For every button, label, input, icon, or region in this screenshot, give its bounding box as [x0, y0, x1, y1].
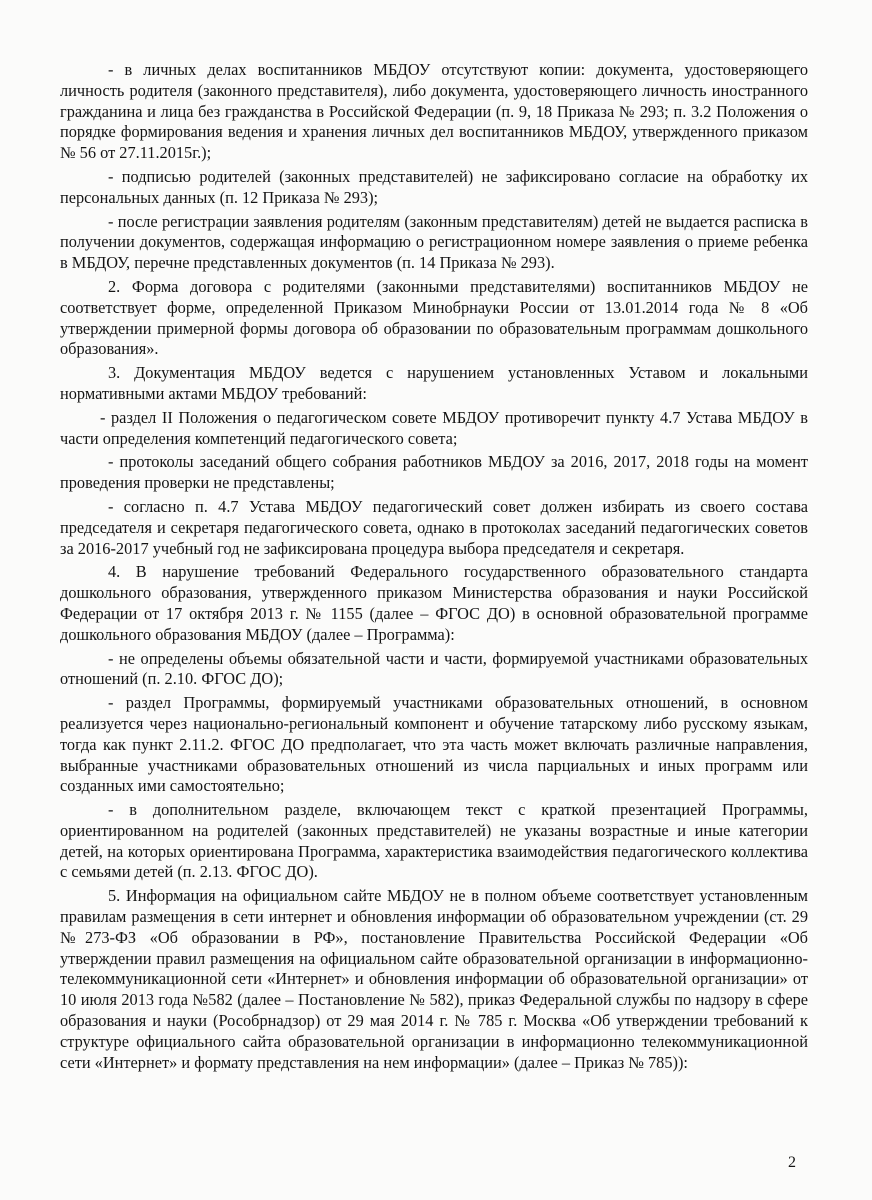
document-page	[60, 60, 808, 1073]
paragraph-item-5-website: 5. Информация на официальном сайте МБДОУ не в полном объеме соответствует установленным правилам размещения в сети интернет и обновления информации об образовательном учреждении (ст. 29 №273-ФЗ «Об образовании в РФ», постановление Правительства Российской Федерации «Об утверждении правил размещения на официальном сайте образовательной организации в информационно-телекоммуникационной сети «Интернет» и обновления информации об образовательной организации» от 10 июля 2013 года №582 (далее – Постановление № 582), приказ Федеральной службы по надзору в сфере образования и науки (Рособрнадзор) от 29 мая 2014 г. № 785 г. Москва «Об утверждении требований к структуре официального сайта образовательной организации в информационно телекоммуникационной сети «Интернет» и формату представления на нем информации» (далее – Приказ № 785)):	[60, 886, 808, 1072]
paragraph-item-2-contract-form: 2. Форма договора с родителями (законными представителями) воспитанников МБДОУ не соответствует форме, определенной Приказом Минобрнауки России от 13.01.2014 года № 8 «Об утверждении примерной формы договора об образовании по образовательным программам дошкольного образования».	[60, 276, 808, 359]
paragraph-general-meeting-protocols: - протоколы заседаний общего собрания работников МБДОУ за 2016, 2017, 2018 годы на момент проведения проверки не представлены;	[60, 452, 808, 493]
paragraph-consent-signature: - подписью родителей (законных представителей) не зафиксировано согласие на обработку их персональных данных (п. 12 Приказа № 293);	[60, 166, 808, 207]
paragraph-council-chair-election: - согласно п. 4.7 Устава МБДОУ педагогический совет должен избирать из своего состава председателя и секретаря педагогического совета, однако в протоколах заседаний педагогических советов за 2016-2017 учебный год не зафиксирована процедура выбора председателя и секретаря.	[60, 496, 808, 558]
paragraph-item-3-documentation: 3. Документация МБДОУ ведется с нарушением установленных Уставом и локальными нормативными актами МБДОУ требований:	[60, 363, 808, 403]
paragraph-personal-files-copies: - в личных делах воспитанников МБДОУ отсутствуют копии: документа, удостоверяющего личность родителя (законного представителя), либо документа, удостоверяющего личность иностранного гражданина и лица без гражданства в Российской Федерации (п. 9, 18 Приказа № 293; п. 3.2 Положения о порядке формирования ведения и хранения личных дел воспитанников МБДОУ, утвержденного приказом № 56 от 27.11.2015г.);	[60, 60, 808, 163]
page-number: 2	[788, 1154, 796, 1171]
paragraph-program-volumes: - не определены объемы обязательной части и части, формируемой участниками образовательных отношений (п. 2.10. ФГОС ДО);	[60, 648, 808, 689]
paragraph-registration-receipt: - после регистрации заявления родителям (законным представителям) детей не выдается расписка в получении документов, содержащая информацию о регистрационном номере заявления о приеме ребенка в МБДОУ, перечне представленных документов (п. 14 Приказа № 293).	[60, 211, 808, 273]
paragraph-item-4-fgos: 4. В нарушение требований Федерального государственного образовательного стандарта дошкольного образования, утвержденного приказом Министерства образования и науки Российской Федерации от 17 октября 2013 г. № 1155 (далее – ФГОС ДО) в основной образовательной программе дошкольного образования МБДОУ (далее – Программа):	[60, 562, 808, 644]
paragraph-program-regional-component: - раздел Программы, формируемый участниками образовательных отношений, в основном реализуется через национально-региональный компонент и обучение татарскому либо русскому языкам, тогда как пункт 2.11.2. ФГОС ДО предполагает, что эта часть может включать различные направления, выбранные участниками образовательных отношений из числа парциальных и иных программ или созданных ими самостоятельно;	[60, 693, 808, 796]
paragraph-pedagogical-council-section: - раздел II Положения о педагогическом совете МБДОУ противоречит пункту 4.7 Устава МБДОУ в части определения компетенций педагогического совета;	[60, 407, 808, 448]
paragraph-program-presentation: - в дополнительном разделе, включающем текст с краткой презентацией Программы, ориентированном на родителей (законных представителей) не указаны возрастные и иные категории детей, на которых ориентирована Программа, характеристика взаимодействия педагогического коллектива с семьями детей (п. 2.13. ФГОС ДО).	[60, 800, 808, 882]
